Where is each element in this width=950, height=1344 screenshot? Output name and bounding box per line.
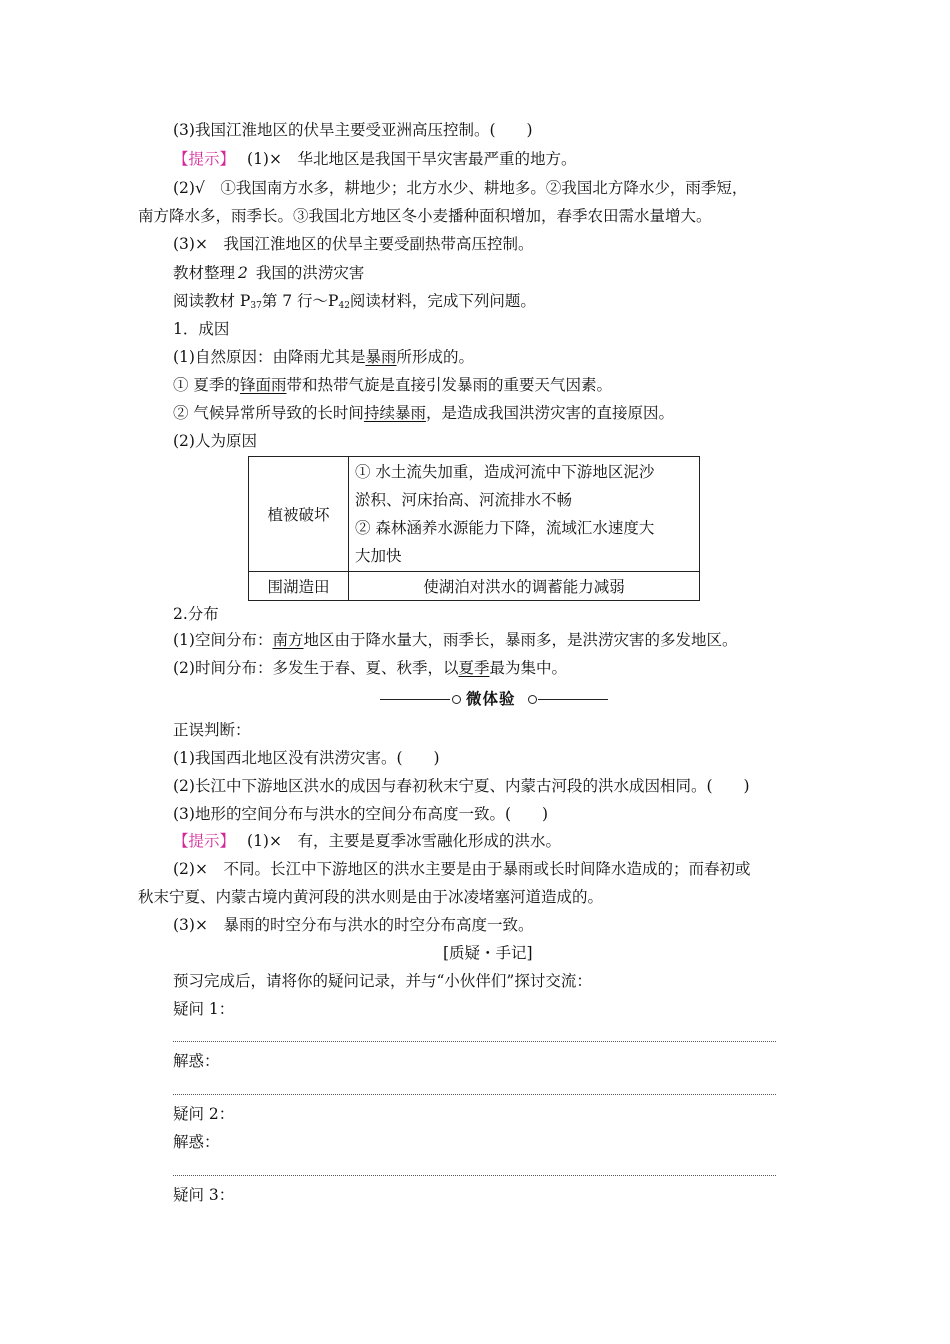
page-sub-1: 37 xyxy=(250,301,262,311)
answer-2-line1: (2)√ ①我国南方水多，耕地少；北方水少、耕地多。②我国北方降水少，雨季短， xyxy=(173,179,748,197)
table-row xyxy=(249,572,700,601)
row2-label: 围湖造田 xyxy=(249,572,349,601)
row1-content xyxy=(349,457,700,572)
page-sub-2: 42 xyxy=(338,301,350,311)
read-part-a: 阅读教材 P xyxy=(173,292,251,310)
answer-1: (1)× 华北地区是我国干旱灾害最严重的地方。 xyxy=(247,150,577,168)
answer-3: (3)× 我国江淮地区的伏旱主要受副热带高压控制。 xyxy=(173,235,534,253)
divider-line-left xyxy=(380,699,450,700)
space-underlined: 南方 xyxy=(272,631,304,649)
natural-point-1 xyxy=(173,374,612,396)
space-distribution xyxy=(173,629,738,651)
natural-text-a: (1)自然原因：由降雨尤其是 xyxy=(173,348,366,366)
row1-line: 淤积、河床抬高、河流排水不畅 xyxy=(355,491,573,509)
n1-text-a: ① 夏季的 xyxy=(173,376,240,394)
micro-experience-divider xyxy=(380,689,608,709)
hint-label: 【提示】 xyxy=(173,150,236,168)
hint-block-1 xyxy=(173,148,576,170)
read-part-c: 阅读材料，完成下列问题。 xyxy=(349,292,536,310)
n2-text-a: ② 气候异常所导致的长时间 xyxy=(173,404,364,422)
space-text-b: 地区由于降水量大，雨季长，暴雨多，是洪涝灾害的多发地区。 xyxy=(303,631,738,649)
micro-experience-title: 微体验 xyxy=(466,689,516,708)
time-text-a: (2)时间分布：多发生于春、夏、秋季，以 xyxy=(173,659,459,677)
row2-content: 使湖泊对洪水的调蓄能力减弱 xyxy=(349,572,700,601)
divider-dot-right xyxy=(528,695,537,704)
row1-line: ① 水土流失加重，造成河流中下游地区泥沙 xyxy=(355,463,655,481)
answer-line[interactable] xyxy=(173,1041,776,1042)
reading-instruction xyxy=(173,290,536,317)
answer-2-line2: 南方降水多，雨季长。③我国北方地区冬小麦播种面积增加，春季农田需水量增大。 xyxy=(138,207,712,225)
notes-intro: 预习完成后，请将你的疑问记录，并与“小伙伴们”探讨交流： xyxy=(173,972,592,990)
judge-3: (3)地形的空间分布与洪水的空间分布高度一致。( ) xyxy=(173,805,549,823)
judge-answer-3: (3)× 暴雨的时空分布与洪水的时空分布高度一致。 xyxy=(173,916,534,934)
natural-underlined: 暴雨 xyxy=(365,348,397,366)
judge-1: (1)我国西北地区没有洪涝灾害。( ) xyxy=(173,749,440,767)
resolve-1-label: 解惑： xyxy=(173,1052,220,1070)
hint-block-2 xyxy=(173,830,561,852)
row1-label: 植被破坏 xyxy=(249,457,349,572)
judge-answer-1: (1)× 有，主要是夏季冰雪融化形成的洪水。 xyxy=(247,832,561,850)
human-cause: (2)人为原因 xyxy=(173,432,257,450)
row1-line: 大加快 xyxy=(355,547,402,565)
question-2-label: 疑问 2： xyxy=(173,1105,235,1123)
section-title-text: 教材整理 xyxy=(173,264,236,282)
notes-title: [质疑・手记] xyxy=(443,944,533,962)
answer-line[interactable] xyxy=(173,1094,776,1095)
n2-underlined: 持续暴雨 xyxy=(363,404,426,422)
hint-label-2: 【提示】 xyxy=(173,832,236,850)
divider-dot-left xyxy=(452,695,461,704)
question-1-label: 疑问 1： xyxy=(173,1000,235,1018)
n1-underlined: 锋面雨 xyxy=(239,376,287,394)
question-3-top: (3)我国江淮地区的伏旱主要受亚洲高压控制。( ) xyxy=(173,121,533,139)
answer-line[interactable] xyxy=(173,1175,776,1176)
divider-line-right xyxy=(538,699,608,700)
judge-heading: 正误判断： xyxy=(173,721,251,739)
heading-cause: 1．成因 xyxy=(173,320,230,338)
space-text-a: (1)空间分布： xyxy=(173,631,273,649)
n2-text-b: ，是造成我国洪涝灾害的直接原因。 xyxy=(425,404,674,422)
heading-distribution: 2.分布 xyxy=(173,605,219,623)
table-row xyxy=(249,457,700,572)
time-distribution xyxy=(173,657,567,679)
natural-text-b: 所形成的。 xyxy=(396,348,474,366)
natural-point-2 xyxy=(173,402,674,424)
row1-line: ② 森林涵养水源能力下降，流域汇水速度大 xyxy=(355,519,655,537)
judge-answer-2-line1: (2)× 不同。长江中下游地区的洪水主要是由于暴雨或长时间降水造成的；而春初或 xyxy=(173,860,751,878)
resolve-2-label: 解惑： xyxy=(173,1133,220,1151)
human-cause-table xyxy=(248,456,700,601)
judge-answer-2-line2: 秋末宁夏、内蒙古境内黄河段的洪水则是由于冰凌堵塞河道造成的。 xyxy=(138,888,604,906)
judge-2: (2)长江中下游地区洪水的成因与春初秋末宁夏、内蒙古河段的洪水成因相同。( ) xyxy=(173,777,750,795)
section-title-sub: 我国的洪涝灾害 xyxy=(255,264,365,282)
question-3-label: 疑问 3： xyxy=(173,1186,235,1204)
section-title xyxy=(173,262,364,284)
read-part-b: 第 7 行～P xyxy=(261,292,339,310)
natural-cause xyxy=(173,346,474,368)
n1-text-b: 带和热带气旋是直接引发暴雨的重要天气因素。 xyxy=(286,376,612,394)
time-text-b: 最为集中。 xyxy=(489,659,567,677)
section-number: 2 xyxy=(238,264,248,282)
time-underlined: 夏季 xyxy=(458,659,490,677)
